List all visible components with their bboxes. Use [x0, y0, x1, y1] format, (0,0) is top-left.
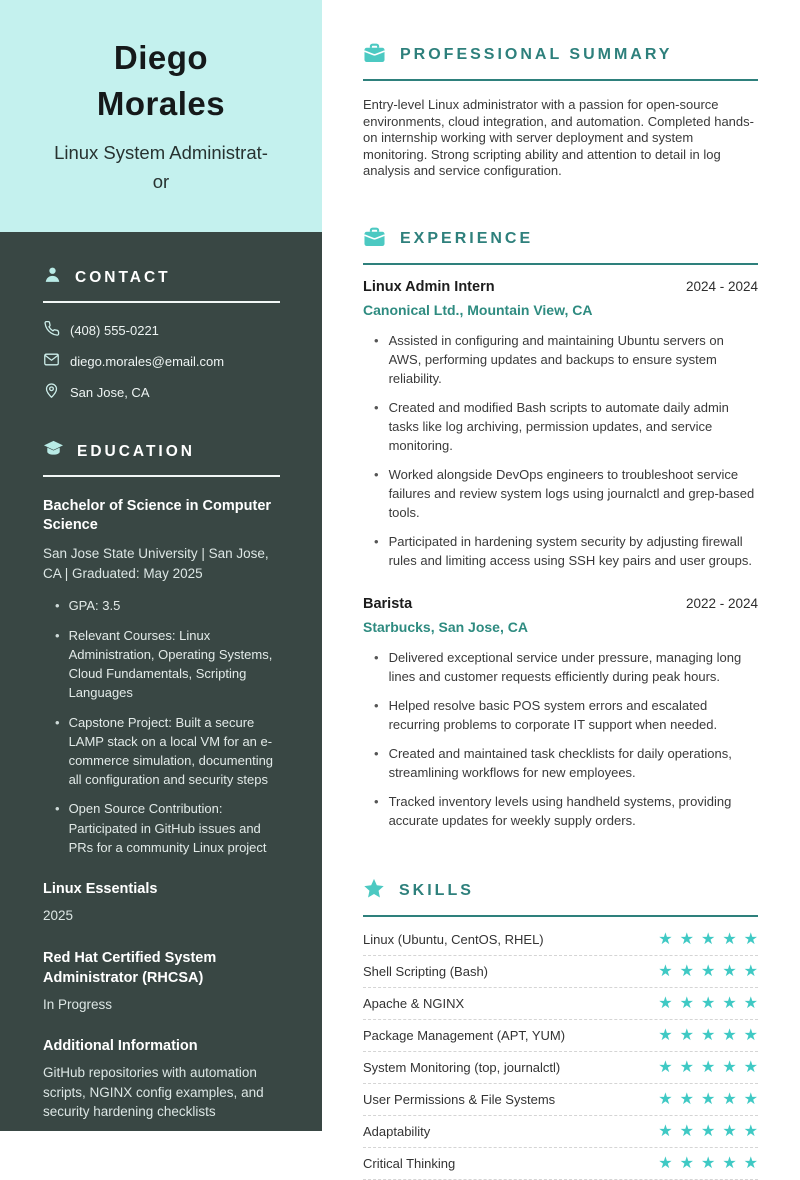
skill-star-rating: ★★★★★	[658, 1153, 765, 1172]
job-bullet-text: Created and maintained task checklists for daily operations, streamlining workflows for new employees.	[388, 745, 732, 780]
skills-heading	[363, 878, 758, 917]
skill-star-rating: ★★★★★	[658, 929, 765, 948]
job-bullet	[363, 648, 758, 686]
skill-star-rating: ★★★★★	[658, 1057, 765, 1076]
job-entry	[363, 596, 758, 830]
job-bullet	[363, 331, 758, 388]
education-bullet-text: Open Source Contribution: Participated in GitHub issues and PRs for a community Linux project	[68, 801, 267, 855]
education-heading	[43, 440, 280, 477]
skill-row	[363, 1148, 765, 1180]
skill-star-rating: ★★★★★	[658, 993, 765, 1012]
contact-location-value: San Jose, CA	[70, 384, 150, 400]
skill-label: System Monitoring (top, journalctl)	[363, 1059, 561, 1075]
certification-detail: In Progress	[43, 996, 113, 1012]
contact-item-phone	[43, 320, 280, 340]
education-bullet-list	[43, 596, 280, 857]
job-bullet-text: Assisted in configuring and maintaining Ubuntu servers on AWS, performing updates and backups to ensure system reliability.	[388, 332, 724, 386]
person-job-title-line1: Linux System Administrat-	[54, 142, 268, 164]
bullet-dot: •	[374, 649, 379, 665]
job-company: Canonical Ltd., Mountain View, CA	[363, 301, 593, 318]
phone-icon	[43, 320, 60, 340]
education-degree: Bachelor of Science in Computer Science	[43, 498, 272, 534]
skill-label: User Permissions & File Systems	[363, 1091, 556, 1107]
skills-heading-label: SKILLS	[399, 881, 474, 899]
education-bullet	[43, 596, 280, 615]
skill-star-rating: ★★★★★	[658, 1089, 765, 1108]
job-bullet	[363, 792, 758, 830]
main-column	[322, 0, 800, 1172]
skill-star-rating: ★★★★★	[658, 1121, 765, 1140]
education-bullet	[43, 799, 280, 857]
job-dates: 2024 - 2024	[685, 278, 758, 294]
job-bullet-text: Participated in hardening system security by adjusting firewall rules and limiting access using SSH key pairs and user groups.	[388, 533, 753, 568]
skill-label: Shell Scripting (Bash)	[363, 963, 488, 979]
certification-name: Red Hat Certified System Administrator (RHCSA)	[43, 949, 217, 986]
contact-phone-value: (408) 555-0221	[70, 322, 159, 338]
education-bullet	[43, 713, 280, 790]
experience-heading-label: EXPERIENCE	[400, 229, 534, 247]
person-job-title	[54, 139, 268, 196]
education-bullet	[43, 626, 280, 703]
bullet-dot: •	[55, 627, 60, 643]
skill-row	[363, 924, 765, 956]
skill-label: Adaptability	[363, 1123, 431, 1139]
skills-section	[363, 878, 765, 1180]
star-icon	[363, 878, 385, 904]
person-job-title-line2: or	[152, 171, 170, 193]
contact-heading	[43, 266, 280, 303]
job-header	[363, 279, 758, 295]
job-header	[363, 596, 758, 612]
summary-text: Entry-level Linux administrator with a passion for open-source environments, cloud integration, and automation. Completed hands-on internship working with server deployment and system monitoring. Strong scripting ability and attention to detail in log analysis and service configuration.	[363, 97, 754, 178]
contact-email-value: diego.morales@email.com	[70, 353, 225, 369]
job-bullet-list	[363, 648, 758, 830]
job-bullet	[363, 465, 758, 522]
certification-name: Linux Essentials	[43, 881, 158, 898]
skill-label: Linux (Ubuntu, CentOS, RHEL)	[363, 931, 544, 947]
briefcase-icon	[363, 42, 386, 68]
education-heading-label: EDUCATION	[77, 443, 195, 460]
bullet-dot: •	[374, 466, 379, 482]
skill-label: Package Management (APT, YUM)	[363, 1027, 566, 1043]
job-bullet	[363, 696, 758, 734]
job-bullet-text: Helped resolve basic POS system errors and escalated recurring problems to corporate IT support when needed.	[388, 697, 718, 732]
job-bullet-list	[363, 331, 758, 570]
job-bullet-text: Delivered exceptional service under pressure, managing long lines and customer requests efficiently during peak hours.	[388, 649, 742, 684]
education-section	[43, 440, 280, 1122]
envelope-icon	[43, 351, 60, 371]
bullet-dot: •	[55, 714, 60, 730]
bullet-dot: •	[374, 399, 379, 415]
certification-detail: GitHub repositories with automation scripts, NGINX config examples, and security hardening checklists	[43, 1065, 264, 1120]
certification-name: Additional Information	[43, 1038, 198, 1055]
job-bullet-text: Tracked inventory levels using handheld systems, providing accurate updates for weekly supply orders.	[388, 793, 732, 828]
bullet-dot: •	[374, 332, 379, 348]
job-bullet	[363, 532, 758, 570]
job-title: Linux Admin Intern	[363, 278, 495, 295]
education-bullet-text: Relevant Courses: Linux Administration, Operating Systems, Cloud Fundamentals, Scripting Languages	[68, 627, 273, 701]
contact-section	[43, 266, 280, 402]
sidebar-body	[0, 232, 322, 1122]
bullet-dot: •	[374, 745, 379, 761]
job-title: Barista	[363, 595, 413, 612]
person-icon	[43, 266, 62, 290]
contact-item-email	[43, 351, 280, 371]
certification-item	[43, 1036, 280, 1122]
contact-heading-label: CONTACT	[75, 269, 171, 286]
summary-section	[363, 42, 758, 180]
certification-list	[43, 879, 280, 1122]
location-pin-icon	[43, 382, 60, 402]
sidebar	[0, 0, 322, 1131]
skill-label: Critical Thinking	[363, 1155, 456, 1171]
bullet-dot: •	[374, 533, 379, 549]
experience-section	[363, 226, 758, 830]
skill-row	[363, 988, 765, 1020]
job-entry	[363, 279, 758, 570]
name-header	[0, 0, 322, 232]
contact-list	[43, 320, 280, 402]
summary-heading	[363, 42, 758, 81]
bullet-dot: •	[55, 801, 60, 817]
briefcase-icon	[363, 226, 386, 252]
education-school: San Jose State University | San Jose, CA | Graduated: May 2025	[43, 546, 269, 581]
skill-star-rating: ★★★★★	[658, 961, 765, 980]
skill-row	[363, 956, 765, 988]
job-bullet-text: Created and modified Bash scripts to automate daily admin tasks like log archiving, permission updates, and service monitoring.	[388, 399, 729, 453]
skill-star-rating: ★★★★★	[658, 1025, 765, 1044]
bullet-dot: •	[374, 697, 379, 713]
education-bullet-text: GPA: 3.5	[68, 598, 121, 614]
skill-row	[363, 1052, 765, 1084]
job-company: Starbucks, San Jose, CA	[363, 618, 528, 635]
job-bullet	[363, 744, 758, 782]
skill-label: Apache & NGINX	[363, 995, 465, 1011]
job-bullet	[363, 398, 758, 455]
person-name: Diego Morales	[96, 39, 226, 122]
certification-detail: 2025	[43, 908, 74, 924]
job-dates: 2022 - 2024	[685, 595, 758, 611]
experience-heading	[363, 226, 758, 265]
certification-item	[43, 948, 280, 1015]
skills-list	[363, 924, 765, 1180]
bullet-dot: •	[55, 598, 60, 614]
graduation-cap-icon	[43, 440, 64, 464]
skill-row	[363, 1116, 765, 1148]
bullet-dot: •	[374, 793, 379, 809]
education-bullet-text: Capstone Project: Built a secure LAMP stack on a local VM for an e-commerce simulation, documenting all configuration and security steps	[68, 714, 274, 788]
skill-row	[363, 1084, 765, 1116]
job-bullet-text: Worked alongside DevOps engineers to troubleshoot service failures and review system logs using journalctl and grep-based tools.	[388, 466, 755, 520]
contact-item-location	[43, 382, 280, 402]
skill-row	[363, 1020, 765, 1052]
certification-item	[43, 879, 280, 926]
summary-heading-label: PROFESSIONAL SUMMARY	[400, 46, 673, 63]
